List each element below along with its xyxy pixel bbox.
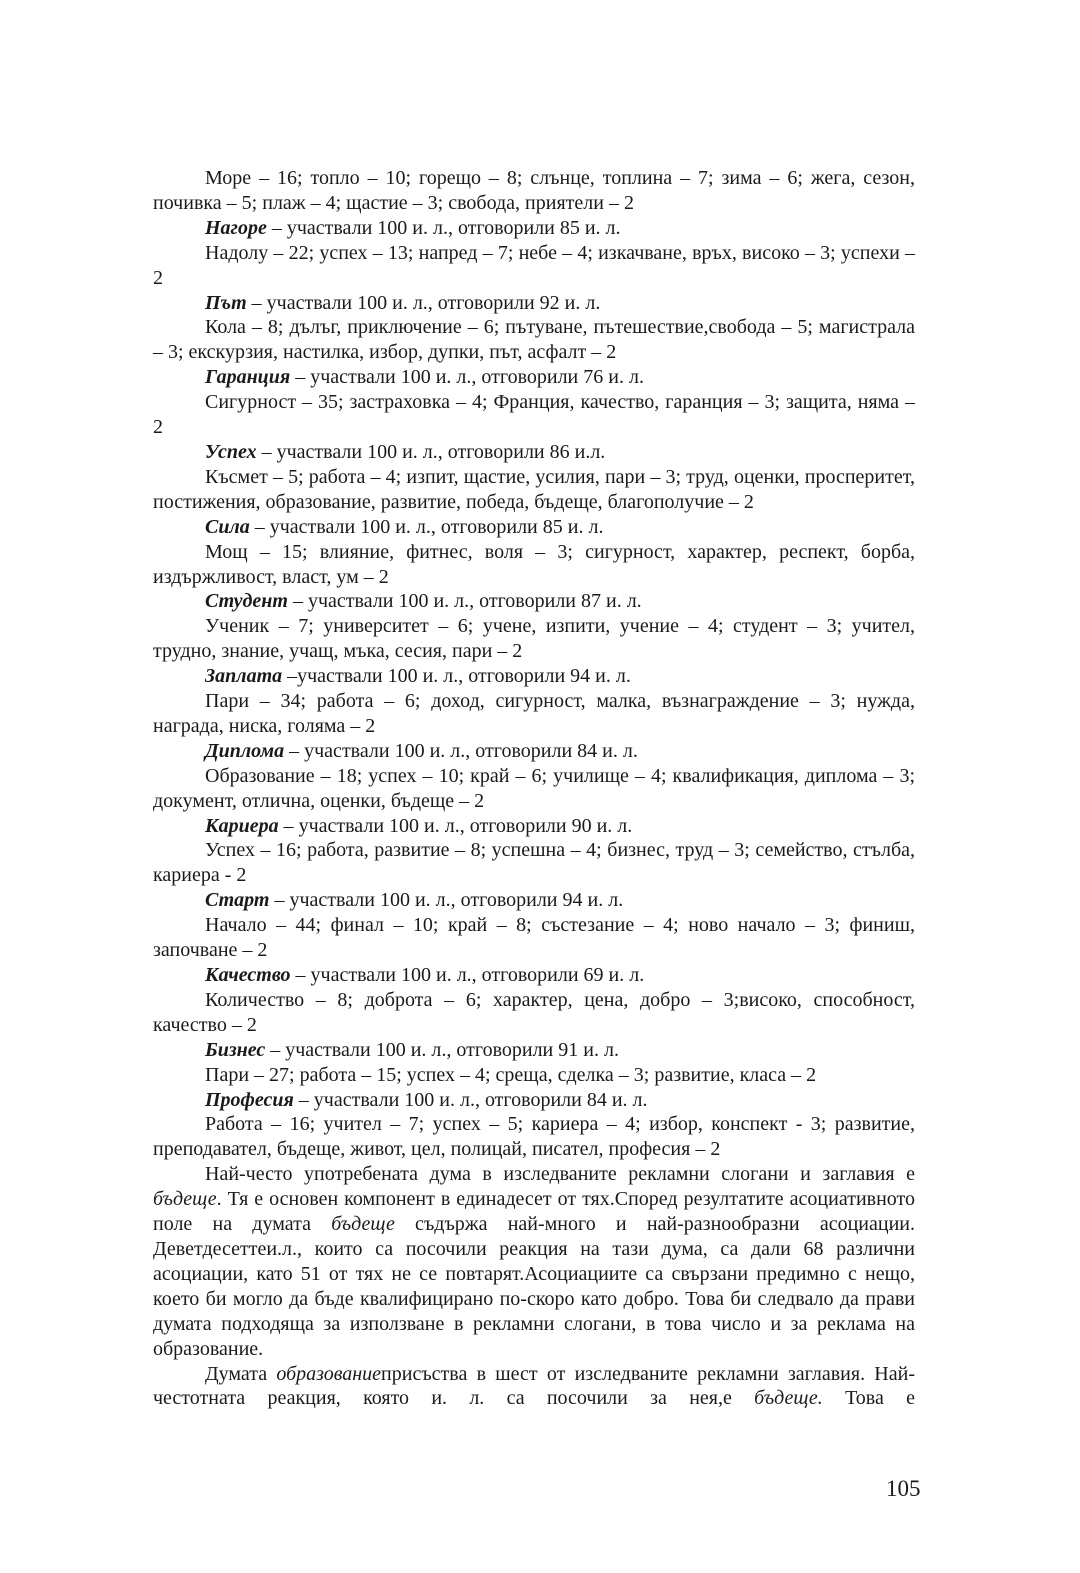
participants-info: – участвали 100 и. л., отговорили 92 и. л. xyxy=(246,291,601,314)
body-text: съдържа най-много и най-разнообразни асоциации. Деветдесеттеи.л., които са посочили реакция на тази дума, са дали 68 различни асоциации, като 51 от тях не се повтарят.Асоциациите са свързани предимно с нещо, което би могло да бъде квалифицирано по-скоро като добро. Това би следвало да прави думата подходяща за използване в рекламни слогани, в това число и за реклама на образование. xyxy=(153,1213,915,1360)
assoc-text: Начало – 44; финал – 10; край – 8; състезание – 4; ново начало – 3; финиш, започване – 2 xyxy=(153,914,915,962)
participants-info: – участвали 100 и. л., отговорили 87 и. л. xyxy=(287,590,642,613)
stimulus-term: Успех xyxy=(205,440,257,463)
assoc-paragraph xyxy=(153,315,915,365)
participants-info: – участвали 100 и. л., отговорили 86 и.л. xyxy=(256,440,606,463)
entry-heading xyxy=(153,1088,915,1113)
entry-heading xyxy=(153,440,915,465)
assoc-text: Количество – 8; доброта – 6; характер, цена, добро – 3;високо, способност, качество – 2 xyxy=(153,988,915,1036)
assoc-paragraph xyxy=(153,764,915,814)
stimulus-term: Качество xyxy=(205,964,291,986)
entry-heading xyxy=(153,216,915,241)
entry-heading xyxy=(153,664,915,689)
assoc-paragraph xyxy=(153,614,915,664)
entry-heading xyxy=(153,589,915,614)
assoc-paragraph xyxy=(153,838,915,888)
assoc-paragraph xyxy=(153,1112,915,1162)
stimulus-term: Старт xyxy=(205,889,270,912)
entry-heading xyxy=(153,1038,915,1063)
assoc-paragraph xyxy=(153,166,915,216)
body-paragraph xyxy=(153,1362,915,1412)
participants-info: – участвали 100 и. л., отговорили 91 и. л. xyxy=(265,1038,619,1061)
stimulus-term: Студент xyxy=(205,590,288,613)
stimulus-term: Диплома xyxy=(205,739,285,762)
assoc-paragraph xyxy=(153,988,915,1038)
italic-term: бъдеще xyxy=(331,1213,395,1236)
italic-term: бъдеще. xyxy=(754,1387,823,1410)
body-text: присъства в шест от изследваните рекламни заглавия. Най-честотната реакция, която и. л. са посочили за нея,е xyxy=(153,1362,915,1410)
entry-heading xyxy=(153,814,915,839)
assoc-paragraph xyxy=(153,390,915,440)
assoc-paragraph xyxy=(153,465,915,515)
body-text: Думата xyxy=(205,1362,277,1385)
stimulus-term: Бизнес xyxy=(205,1038,266,1061)
participants-info: – участвали 100 и. л., отговорили 85 и. л. xyxy=(266,216,621,239)
italic-term: бъдеще xyxy=(153,1188,217,1211)
assoc-text: Пари – 27; работа – 15; успех – 4; среща, сделка – 3; развитие, класа – 2 xyxy=(205,1063,817,1086)
assoc-paragraph xyxy=(153,241,915,291)
assoc-paragraph xyxy=(153,913,915,963)
assoc-text: Образование – 18; успех – 10; край – 6; училище – 4; квалификация, диплома – 3; документ, отлична, оценки, бъдеще – 2 xyxy=(153,764,915,812)
assoc-text: Късмет – 5; работа – 4; изпит, щастие, усилия, пари – 3; труд, оценки, просперитет, постижения, образование, развитие, победа, бъдеще, благополучие – 2 xyxy=(153,465,915,513)
assoc-text: Успех – 16; работа, развитие – 8; успешна – 4; бизнес, труд – 3; семейство, стълба, кариера - 2 xyxy=(153,839,915,887)
assoc-text: Пари – 34; работа – 6; доход, сигурност, малка, възнаграждение – 3; нужда, награда, ниска, голяма – 2 xyxy=(153,690,915,737)
entry-heading xyxy=(153,963,915,988)
assoc-text: Кола – 8; дълъг, приключение – 6; пътуване, пътешествие,свобода – 5; магистрала – 3; екскурзия, настилка, избор, дупки, път, асфалт – 2 xyxy=(153,316,915,364)
participants-info: – участвали 100 и. л., отговорили 84 и. л. xyxy=(284,739,638,762)
stimulus-term: Кариера xyxy=(205,814,279,837)
entry-heading xyxy=(153,291,915,316)
page-number: 105 xyxy=(886,1476,921,1501)
participants-info: – участвали 100 и. л., отговорили 94 и. л. xyxy=(269,889,624,912)
body-text: Това е xyxy=(822,1387,916,1410)
assoc-text: Надолу – 22; успех – 13; напред – 7; небе – 4; изкачване, връх, високо – 3; успехи – 2 xyxy=(153,241,915,289)
entry-heading xyxy=(153,739,915,764)
entry-heading xyxy=(153,888,915,913)
participants-info: – участвали 100 и. л., отговорили 90 и. л. xyxy=(278,814,633,837)
assoc-paragraph xyxy=(153,689,915,739)
assoc-paragraph xyxy=(153,540,915,590)
assoc-text: Ученик – 7; университет – 6; учене, изпити, учение – 4; студент – 3; учител, трудно, знание, учащ, мъка, сесия, пари – 2 xyxy=(153,615,915,663)
assoc-text: Сигурност – 35; застраховка – 4; Франция, качество, гаранция – 3; защита, няма – 2 xyxy=(153,391,915,439)
stimulus-term: Заплата xyxy=(205,665,283,688)
stimulus-term: Професия xyxy=(205,1088,294,1111)
body-text: Най-често употребената дума в изследваните рекламни слогани и заглавия е xyxy=(205,1163,915,1186)
page-body xyxy=(153,166,915,1411)
italic-term: образование xyxy=(276,1362,382,1385)
body-text: . Тя е основен компонент в единадесет от тях.Според резултатите асоциативното поле на думата xyxy=(153,1188,915,1236)
participants-info: – участвали 100 и. л., отговорили 85 и. л. xyxy=(249,515,604,538)
participants-info: – участвали 100 и. л., отговорили 84 и. л. xyxy=(293,1088,648,1111)
body-paragraph xyxy=(153,1162,915,1361)
participants-info: –участвали 100 и. л., отговорили 94 и. л. xyxy=(282,665,631,688)
stimulus-term: Път xyxy=(205,291,247,314)
entry-heading xyxy=(153,515,915,540)
stimulus-term: Нагоре xyxy=(205,216,267,239)
participants-info: – участвали 100 и. л., отговорили 76 и. л. xyxy=(290,366,644,389)
stimulus-term: Гаранция xyxy=(205,366,291,389)
entry-heading xyxy=(153,365,915,390)
participants-info: – участвали 100 и. л., отговорили 69 и. л. xyxy=(290,964,645,986)
stimulus-term: Сила xyxy=(205,515,250,538)
assoc-text: Море – 16; топло – 10; горещо – 8; слънце, топлина – 7; зима – 6; жега, сезон, почивка – 5; плаж – 4; щастие – 3; свобода, приятели – 2 xyxy=(153,167,915,214)
assoc-paragraph xyxy=(153,1063,915,1088)
assoc-text: Работа – 16; учител – 7; успех – 5; кариера – 4; избор, конспект - 3; развитие, преподавател, бъдеще, живот, цел, полицай, писател, професия – 2 xyxy=(153,1113,915,1161)
assoc-text: Мощ – 15; влияние, фитнес, воля – 3; сигурност, характер, респект, борба, издържливост, власт, ум – 2 xyxy=(153,540,915,588)
